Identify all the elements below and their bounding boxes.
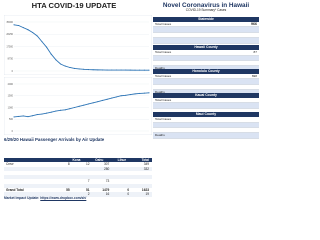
stats-section xyxy=(153,93,259,114)
column-header: Oahu xyxy=(95,158,104,162)
data-point xyxy=(93,102,94,103)
data-point xyxy=(60,110,61,111)
stats-value xyxy=(223,27,259,31)
data-point xyxy=(88,69,89,70)
stats-label xyxy=(153,85,223,89)
data-point xyxy=(51,54,52,55)
data-point xyxy=(74,68,75,69)
stats-label: Total Cases xyxy=(155,50,172,55)
row-label: Crew xyxy=(6,162,14,167)
market-impact-update xyxy=(4,196,259,200)
stats-section xyxy=(153,17,259,49)
stats-value xyxy=(223,133,259,137)
stats-section-heading: Maui County xyxy=(153,112,259,117)
market-update-label: Market Impact Update: xyxy=(4,196,40,200)
data-point xyxy=(83,105,84,106)
column-header: Lihue xyxy=(117,158,127,162)
data-point xyxy=(65,66,66,67)
data-point xyxy=(107,69,108,70)
y-tick-label: 500 xyxy=(9,118,13,122)
data-point xyxy=(18,116,19,117)
stats-label: Total Cases xyxy=(155,97,172,102)
data-point xyxy=(125,95,126,96)
data-point xyxy=(13,24,14,25)
data-point xyxy=(111,98,112,99)
table-cell: 7 xyxy=(87,179,90,184)
stats-label xyxy=(153,103,223,107)
data-point xyxy=(130,94,131,95)
data-point xyxy=(74,107,75,108)
stats-value xyxy=(223,38,259,42)
data-point xyxy=(144,70,145,71)
stats-label xyxy=(153,79,223,83)
stats-value: 87 xyxy=(253,50,257,55)
y-tick-label: 8750 xyxy=(7,57,13,61)
stats-section xyxy=(153,45,259,72)
data-point xyxy=(139,70,140,71)
data-point xyxy=(27,116,28,117)
stats-label xyxy=(153,56,223,60)
data-point xyxy=(32,115,33,116)
data-point xyxy=(32,32,33,33)
stats-label xyxy=(153,27,223,31)
table-cell: 332 xyxy=(143,166,150,171)
data-point xyxy=(148,70,149,71)
stats-section xyxy=(153,112,259,139)
table-cell: 12 xyxy=(85,162,90,167)
stats-section-heading: Statewide xyxy=(153,17,259,22)
table-cell: 0 xyxy=(127,188,130,193)
stats-label: Total Cases xyxy=(155,117,172,122)
data-point xyxy=(46,47,47,48)
stats-value xyxy=(223,33,259,37)
stats-label xyxy=(153,38,223,42)
data-point xyxy=(79,68,80,69)
data-point xyxy=(121,95,122,96)
y-tick-label: 1500 xyxy=(7,94,13,98)
row-label: Grand Total xyxy=(6,188,24,193)
data-point xyxy=(37,35,38,36)
data-point xyxy=(97,69,98,70)
data-point xyxy=(134,93,135,94)
stats-value xyxy=(223,98,259,102)
column-header: Total xyxy=(141,158,149,162)
stats-label: Total Cases xyxy=(155,74,172,78)
data-point xyxy=(102,69,103,70)
data-point xyxy=(37,114,38,115)
stats-value xyxy=(223,79,259,83)
data-point xyxy=(69,67,70,68)
data-point xyxy=(55,59,56,60)
stats-label: Total Cases xyxy=(155,22,172,26)
data-point xyxy=(97,101,98,102)
stats-row xyxy=(153,133,259,138)
data-point xyxy=(18,25,19,26)
y-tick-label: 35000 xyxy=(6,20,13,24)
data-point xyxy=(88,103,89,104)
stats-section-heading: Kauai County xyxy=(153,93,259,98)
data-point xyxy=(13,116,14,117)
stats-value xyxy=(223,103,259,107)
data-point xyxy=(93,69,94,70)
stats-section xyxy=(153,69,259,96)
y-tick-label: 2000 xyxy=(7,82,13,86)
table-cell: 307 xyxy=(104,162,110,167)
table-cell: 8 xyxy=(67,162,70,167)
stats-value xyxy=(223,123,259,127)
data-point xyxy=(23,27,24,28)
table-cell: 280 xyxy=(104,166,110,171)
data-point xyxy=(102,100,103,101)
stats-section-heading: Hawaii County xyxy=(153,45,259,50)
data-point xyxy=(41,41,42,42)
stats-section-heading: Honolulu County xyxy=(153,69,259,74)
stats-value xyxy=(223,85,259,89)
stats-panel-subtitle: COVID-19 Summary* Cases xyxy=(185,8,227,12)
data-point xyxy=(116,69,117,70)
data-point xyxy=(83,69,84,70)
data-point xyxy=(111,69,112,70)
data-point xyxy=(116,96,117,97)
stats-value xyxy=(223,56,259,60)
market-update-link[interactable]: https://www.dropbox.com/sh/ xyxy=(40,196,87,200)
table-cell: 2 xyxy=(87,192,90,197)
data-point xyxy=(27,29,28,30)
y-tick-label: 0 xyxy=(11,129,13,133)
data-point xyxy=(41,114,42,115)
y-tick-label: 17500 xyxy=(6,45,13,49)
stats-value xyxy=(223,61,259,65)
table-cell: 73 xyxy=(105,179,110,184)
data-point xyxy=(130,70,131,71)
chart-frame xyxy=(4,77,152,135)
data-point xyxy=(65,109,66,110)
data-point xyxy=(107,99,108,100)
stats-label xyxy=(153,123,223,127)
column-header: Kona xyxy=(72,158,81,162)
stats-value xyxy=(223,128,259,132)
stats-label xyxy=(153,61,223,65)
passenger-arrivals-title: 6/29/20 Hawaii Passenger Arrivals by Air Update xyxy=(4,137,105,142)
table-cell: 55 xyxy=(66,188,70,193)
daily-arrivals-chart xyxy=(4,77,152,135)
table-cell: 0 xyxy=(127,192,130,197)
data-point xyxy=(79,106,80,107)
stats-label: Deaths xyxy=(155,133,165,138)
data-point xyxy=(55,110,56,111)
y-tick-label: 26250 xyxy=(6,33,13,37)
stats-value xyxy=(223,117,259,121)
data-point xyxy=(60,63,61,64)
stats-label xyxy=(153,33,223,37)
data-point xyxy=(139,93,140,94)
table-cell: 1623 xyxy=(141,188,150,193)
data-point xyxy=(144,93,145,94)
y-tick-label: 0 xyxy=(11,69,13,73)
passenger-arrivals-table xyxy=(4,158,152,197)
table-cell: 51 xyxy=(85,188,90,193)
y-tick-label: 1000 xyxy=(7,106,13,110)
data-point xyxy=(23,115,24,116)
data-point xyxy=(125,70,126,71)
chart-frame xyxy=(4,15,152,75)
stats-panel-title: Novel Coronavirus in Hawaii xyxy=(162,2,250,9)
page-title: HTA COVID-19 UPDATE xyxy=(31,1,117,10)
data-point xyxy=(148,92,149,93)
data-point xyxy=(51,112,52,113)
data-point xyxy=(134,70,135,71)
arrivals-trend-chart xyxy=(4,15,152,75)
table-cell: 1479 xyxy=(102,188,110,193)
stats-value: 698 xyxy=(251,74,257,78)
table-cell: 16 xyxy=(105,192,110,197)
stats-value: 966 xyxy=(251,22,257,26)
table-cell: 349 xyxy=(143,162,150,167)
data-point xyxy=(121,70,122,71)
table-cell: 19 xyxy=(145,192,150,197)
stats-label xyxy=(153,128,223,132)
table-body xyxy=(4,162,152,196)
data-point xyxy=(46,113,47,114)
data-point xyxy=(69,108,70,109)
